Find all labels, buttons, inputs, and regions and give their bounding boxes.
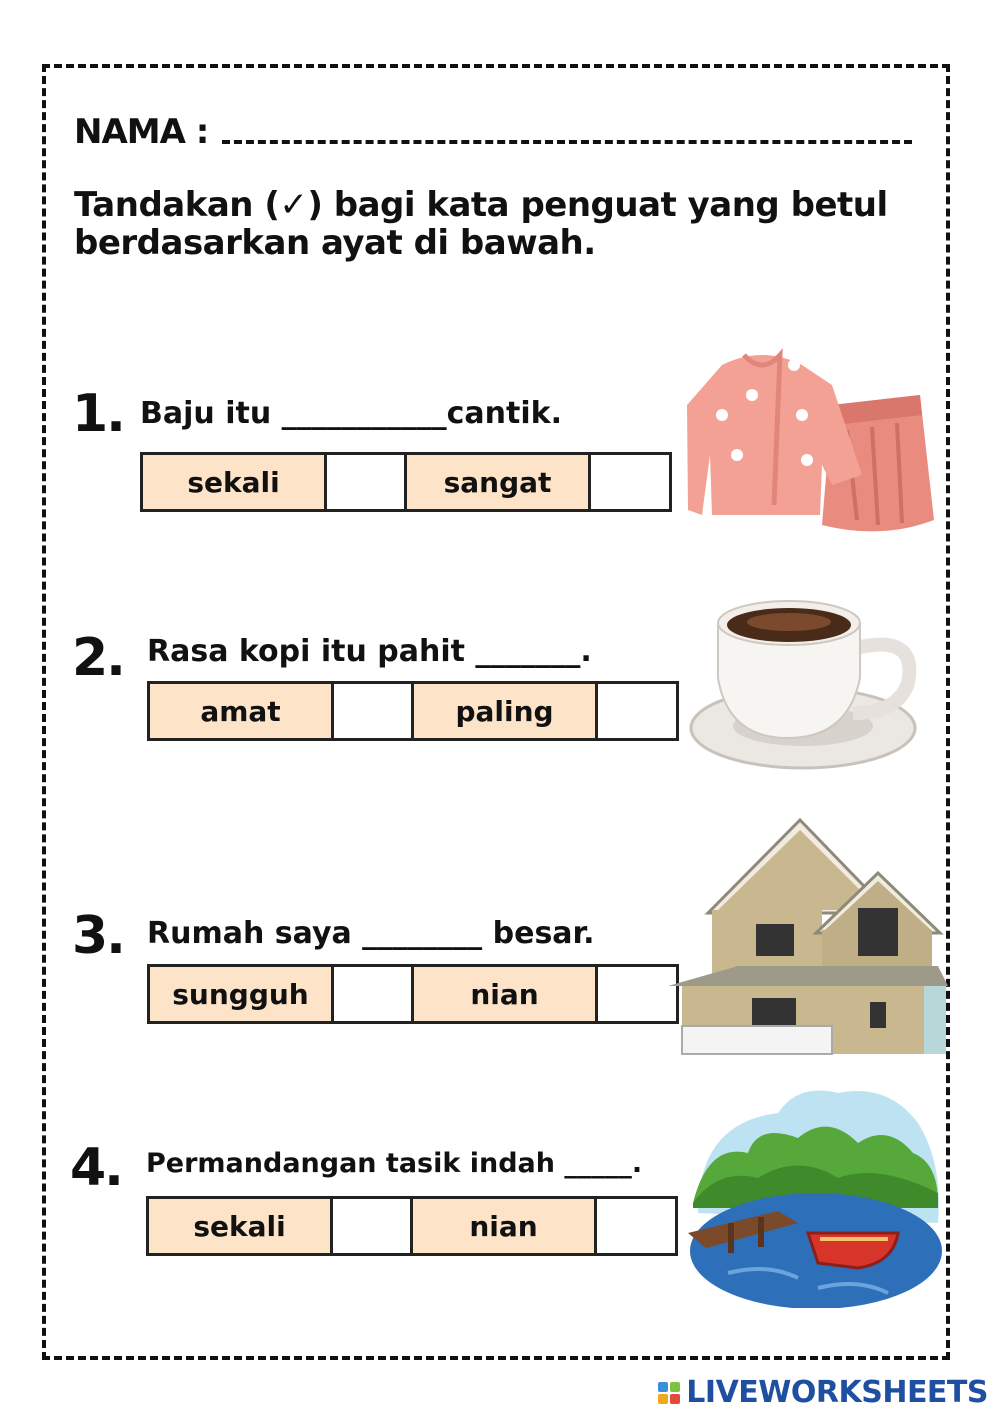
answer-row (146, 1196, 678, 1256)
option-label: sekali (143, 455, 327, 509)
option-label: sekali (149, 1199, 333, 1253)
question-sentence: Permandangan tasik indah _____. (146, 1148, 643, 1179)
question-sentence: Baju itu ___________cantik. (140, 396, 562, 431)
tick-box[interactable] (327, 455, 407, 509)
liveworksheets-logo (658, 1375, 988, 1410)
question-number: 2. (72, 628, 124, 688)
option-label: sangat (407, 455, 591, 509)
question-number: 4. (70, 1138, 122, 1198)
tick-box[interactable] (334, 967, 414, 1021)
name-label: NAMA : (74, 112, 209, 152)
name-input-line[interactable] (222, 140, 912, 144)
house-picture (668, 818, 948, 1056)
tick-box[interactable] (598, 684, 676, 738)
question-sentence: Rasa kopi itu pahit _______. (147, 634, 592, 669)
tick-box[interactable] (334, 684, 414, 738)
tick-box[interactable] (597, 1199, 675, 1253)
question-number: 1. (72, 384, 124, 444)
option-label: amat (150, 684, 334, 738)
name-field (74, 112, 912, 152)
lake-picture (688, 1083, 943, 1308)
tick-box[interactable] (333, 1199, 413, 1253)
coffee-cup-picture (688, 588, 918, 773)
tick-box[interactable] (598, 967, 676, 1021)
option-label: sungguh (150, 967, 334, 1021)
answer-row (140, 452, 672, 512)
liveworksheets-icon (658, 1382, 680, 1404)
answer-row (147, 964, 679, 1024)
question-sentence: Rumah saya ________ besar. (147, 916, 595, 951)
brand-name: LIVEWORKSHEETS (686, 1375, 988, 1410)
option-label: nian (414, 967, 598, 1021)
clothes-picture (682, 345, 944, 540)
question-number: 3. (72, 906, 124, 966)
answer-row (147, 681, 679, 741)
option-label: paling (414, 684, 598, 738)
instruction-text: Tandakan (✓) bagi kata penguat yang betul berdasarkan ayat di bawah. (74, 185, 888, 263)
tick-box[interactable] (591, 455, 669, 509)
option-label: nian (413, 1199, 597, 1253)
